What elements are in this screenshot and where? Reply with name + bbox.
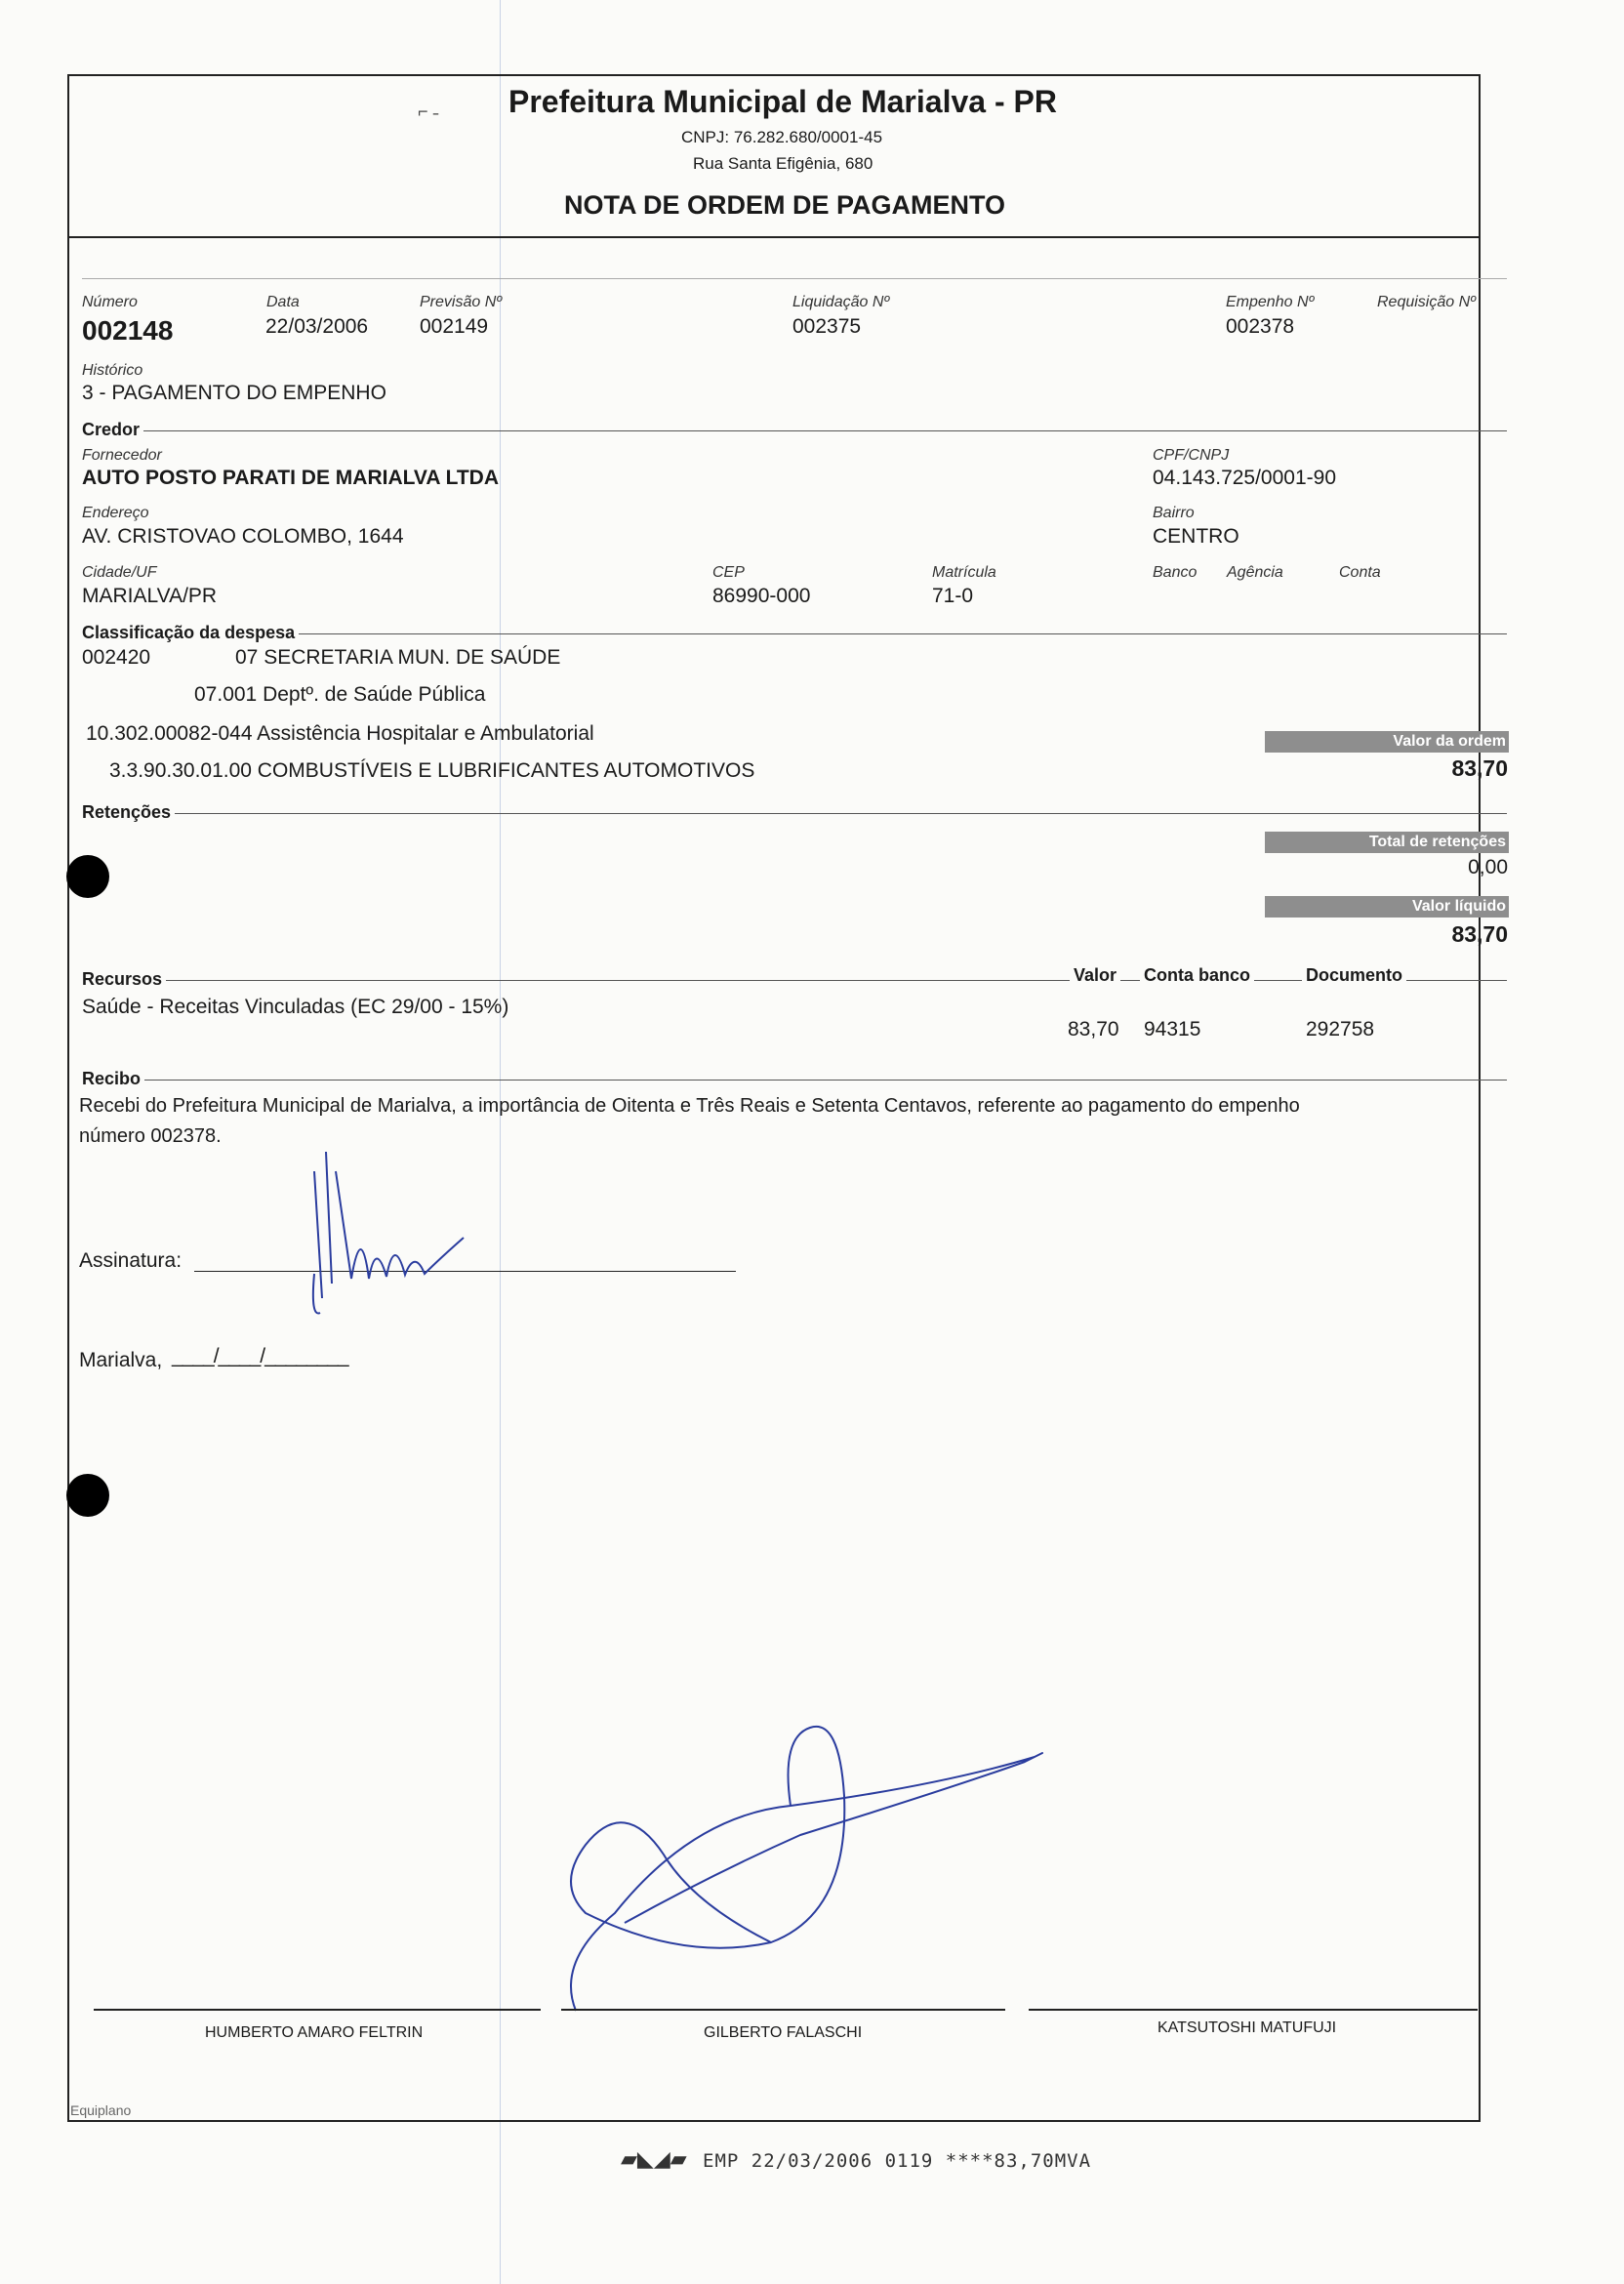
valor-ordem-value: 83,70 <box>1451 755 1508 781</box>
local-label: Marialva, <box>79 1349 163 1371</box>
endereco-label: Endereço <box>82 505 149 521</box>
classificacao-code: 002420 <box>82 646 151 669</box>
recibo-text-line1: Recebi do Prefeitura Municipal de Marialva, a importância de Oitenta e Três Reais e Setenta Centavos, referente ao pagamento do empenho <box>79 1095 1300 1117</box>
valor-ordem-label: Valor da ordem <box>1265 731 1509 753</box>
data-label: Data <box>266 294 300 310</box>
ids-top-line <box>82 278 1507 279</box>
credor-line <box>82 430 1507 431</box>
cidade-label: Cidade/UF <box>82 564 157 581</box>
signature-line-2 <box>561 2009 1005 2011</box>
bank-authentication-stamp: EMP 22/03/2006 0119 ****83,70MVA <box>703 2150 1092 2172</box>
liquidacao-value: 002375 <box>792 315 862 338</box>
signatory-name-1: HUMBERTO AMARO FELTRIN <box>205 2024 424 2041</box>
bank-stamp-mark-icon: ▰◣◢▰ <box>621 2146 687 2171</box>
historico-label: Histórico <box>82 362 143 379</box>
cpf-label: CPF/CNPJ <box>1153 447 1230 464</box>
org-address: Rua Santa Efigênia, 680 <box>693 154 873 173</box>
header-divider <box>67 236 1481 238</box>
org-cnpj: CNPJ: 76.282.680/0001-45 <box>681 128 883 146</box>
empenho-label: Empenho Nº <box>1226 294 1315 310</box>
empenho-value: 002378 <box>1226 315 1295 338</box>
numero-value: 002148 <box>82 315 174 346</box>
recursos-line <box>82 980 1507 981</box>
previsao-label: Previsão Nº <box>420 294 503 310</box>
approver-signature <box>547 1718 1074 2040</box>
cpf-value: 04.143.725/0001-90 <box>1153 467 1337 489</box>
doc-title: NOTA DE ORDEM DE PAGAMENTO <box>564 190 1006 220</box>
software-credit: Equiplano <box>70 2102 132 2118</box>
cep-value: 86990-000 <box>712 585 811 607</box>
recursos-conta-label: Conta banco <box>1140 965 1254 986</box>
signatory-name-2: GILBERTO FALASCHI <box>704 2024 863 2041</box>
matricula-label: Matrícula <box>932 564 996 581</box>
retencoes-line <box>82 813 1507 814</box>
recursos-desc: Saúde - Receitas Vinculadas (EC 29/00 - 15%) <box>82 996 509 1018</box>
numero-label: Número <box>82 294 138 310</box>
recursos-section-title: Recursos <box>82 969 166 990</box>
signature-line-3 <box>1029 2009 1478 2011</box>
banco-label: Banco <box>1153 564 1198 581</box>
data-value: 22/03/2006 <box>265 315 369 338</box>
recursos-documento-label: Documento <box>1302 965 1406 986</box>
conta-label: Conta <box>1339 564 1381 581</box>
total-retencoes-value: 0,00 <box>1468 856 1508 878</box>
recursos-documento: 292758 <box>1306 1018 1375 1040</box>
elemento-value: 3.3.90.30.01.00 COMBUSTÍVEIS E LUBRIFICANTES AUTOMOTIVOS <box>109 759 755 782</box>
org-name: Prefeitura Municipal de Marialva - PR <box>508 84 1057 119</box>
recursos-valor-label: Valor <box>1070 965 1120 986</box>
assinatura-label: Assinatura: <box>79 1249 183 1272</box>
cep-label: CEP <box>712 564 745 581</box>
header-dash-mark: ⌐ ˗ <box>418 102 439 121</box>
endereco-value: AV. CRISTOVAO COLOMBO, 1644 <box>82 525 404 548</box>
liquidacao-label: Liquidação Nº <box>792 294 890 310</box>
fornecedor-label: Fornecedor <box>82 447 162 464</box>
classificacao-section-title: Classificação da despesa <box>82 623 299 643</box>
bairro-value: CENTRO <box>1153 525 1239 548</box>
fornecedor-value: AUTO POSTO PARATI DE MARIALVA LTDA <box>82 467 499 489</box>
recibo-line <box>82 1080 1507 1081</box>
previsao-value: 002149 <box>420 315 489 338</box>
programa-value: 10.302.00082-044 Assistência Hospitalar e Ambulatorial <box>86 722 594 745</box>
date-blank: ____/____/________ <box>172 1345 348 1367</box>
secretaria-value: 07 SECRETARIA MUN. DE SAÚDE <box>235 646 561 669</box>
punch-hole-bottom <box>66 1474 109 1517</box>
matricula-value: 71-0 <box>932 585 974 607</box>
historico-value: 3 - PAGAMENTO DO EMPENHO <box>82 382 386 404</box>
signature-line-1 <box>94 2009 541 2011</box>
recibo-section-title: Recibo <box>82 1069 144 1089</box>
agencia-label: Agência <box>1227 564 1283 581</box>
recipient-signature <box>293 1113 566 1327</box>
credor-section-title: Credor <box>82 420 143 440</box>
bairro-label: Bairro <box>1153 505 1195 521</box>
depto-value: 07.001 Deptº. de Saúde Pública <box>194 683 486 706</box>
recursos-conta: 94315 <box>1144 1018 1201 1040</box>
recibo-text-line2: número 002378. <box>79 1125 222 1147</box>
signatory-name-3: KATSUTOSHI MATUFUJI <box>1157 2019 1337 2036</box>
valor-liquido-value: 83,70 <box>1451 921 1508 947</box>
requisicao-label: Requisição Nº <box>1377 294 1476 310</box>
cidade-value: MARIALVA/PR <box>82 585 218 607</box>
valor-liquido-label: Valor líquido <box>1265 896 1509 918</box>
total-retencoes-label: Total de retenções <box>1265 832 1509 853</box>
retencoes-section-title: Retenções <box>82 802 175 823</box>
punch-hole-top <box>66 855 109 898</box>
recursos-valor: 83,70 <box>1068 1018 1119 1040</box>
